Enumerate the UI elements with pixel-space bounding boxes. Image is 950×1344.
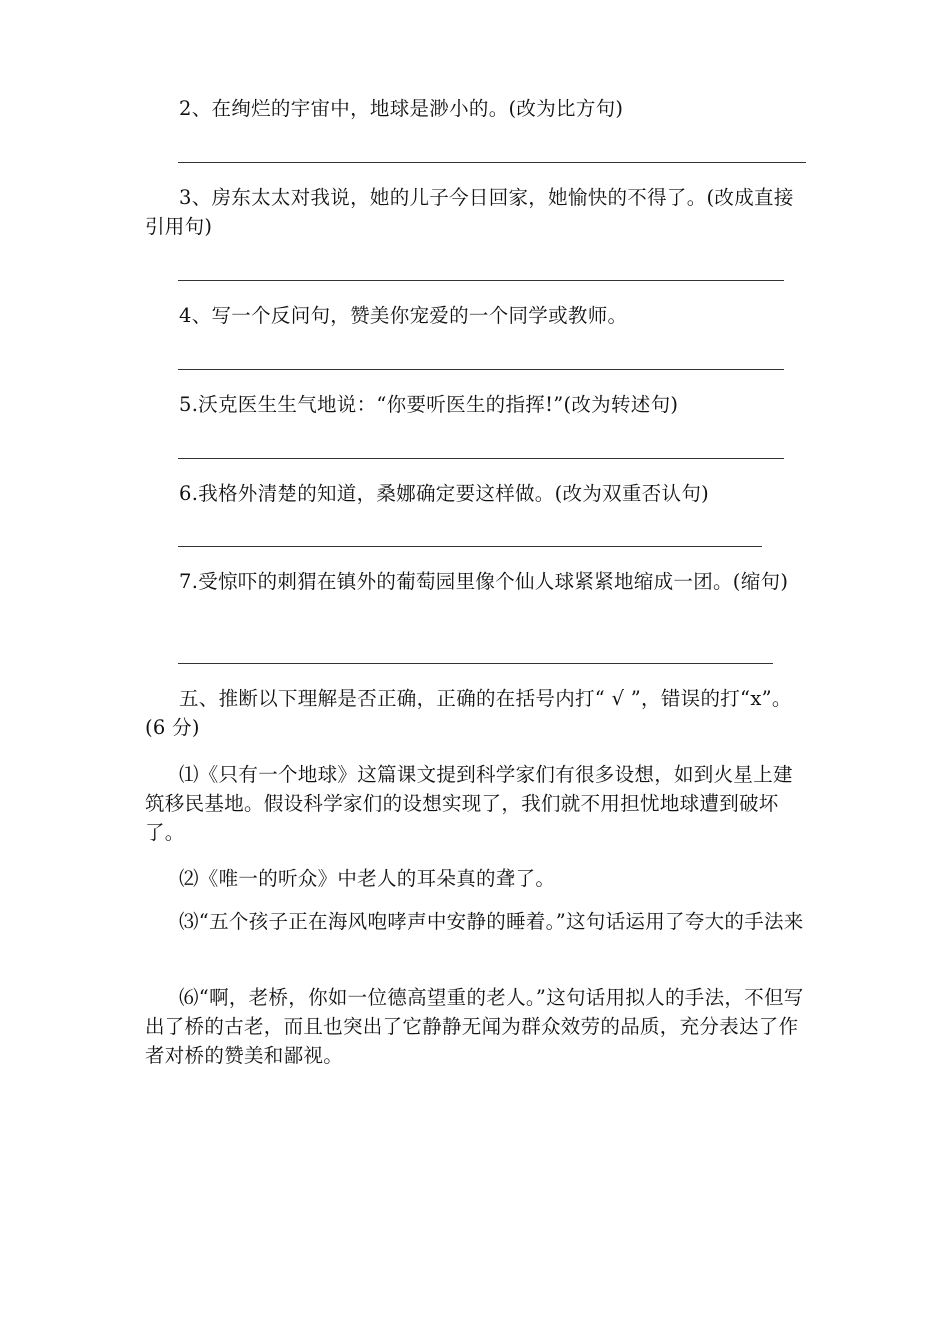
section-5-heading: 五、推断以下理解是否正确，正确的在括号内打“ √ ”，错误的打“x”。(6 分): [145, 687, 792, 739]
section-5-item-3: ⑶“五个孩子正在海风咆哮声中安静的睡着。”这句话运用了夸大的手法来: [179, 910, 804, 933]
question-5: 5.沃克医生生气地说：“你要听医生的指挥!”(改为转述句): [179, 393, 679, 416]
question-3: 3、房东太太对我说，她的儿子今日回家，她愉快的不得了。(改成直接引用句): [145, 186, 794, 238]
answer-line-2[interactable]: [178, 162, 806, 163]
section-5-item-1: ⑴《只有一个地球》这篇课文提到科学家们有很多设想，如到火星上建筑移民基地。假设科学家们的设想实现了，我们就不用担忧地球遭到破坏了。: [145, 763, 793, 844]
answer-line-7[interactable]: [178, 663, 773, 664]
answer-line-4[interactable]: [178, 369, 784, 370]
question-2: 2、在绚烂的宇宙中，地球是渺小的。(改为比方句): [179, 97, 624, 120]
question-7: 7.受惊吓的刺猬在镇外的葡萄园里像个仙人球紧紧地缩成一团。(缩句): [179, 570, 789, 593]
answer-line-3[interactable]: [178, 280, 784, 281]
question-4: 4、写一个反问句，赞美你宠爱的一个同学或教师。: [179, 304, 628, 327]
answer-line-5[interactable]: [178, 458, 784, 459]
section-5-item-2: ⑵《唯一的听众》中老人的耳朵真的聋了。: [179, 867, 556, 890]
question-6: 6.我格外清楚的知道，桑娜确定要这样做。(改为双重否认句): [179, 482, 710, 505]
section-5-item-6: ⑹“啊，老桥，你如一位德高望重的老人。”这句话用拟人的手法，不但写出了桥的古老，而且也突出了它静静无闻为群众效劳的品质，充分表达了作者对桥的赞美和鄙视。: [145, 986, 804, 1067]
answer-line-6[interactable]: [178, 546, 762, 547]
